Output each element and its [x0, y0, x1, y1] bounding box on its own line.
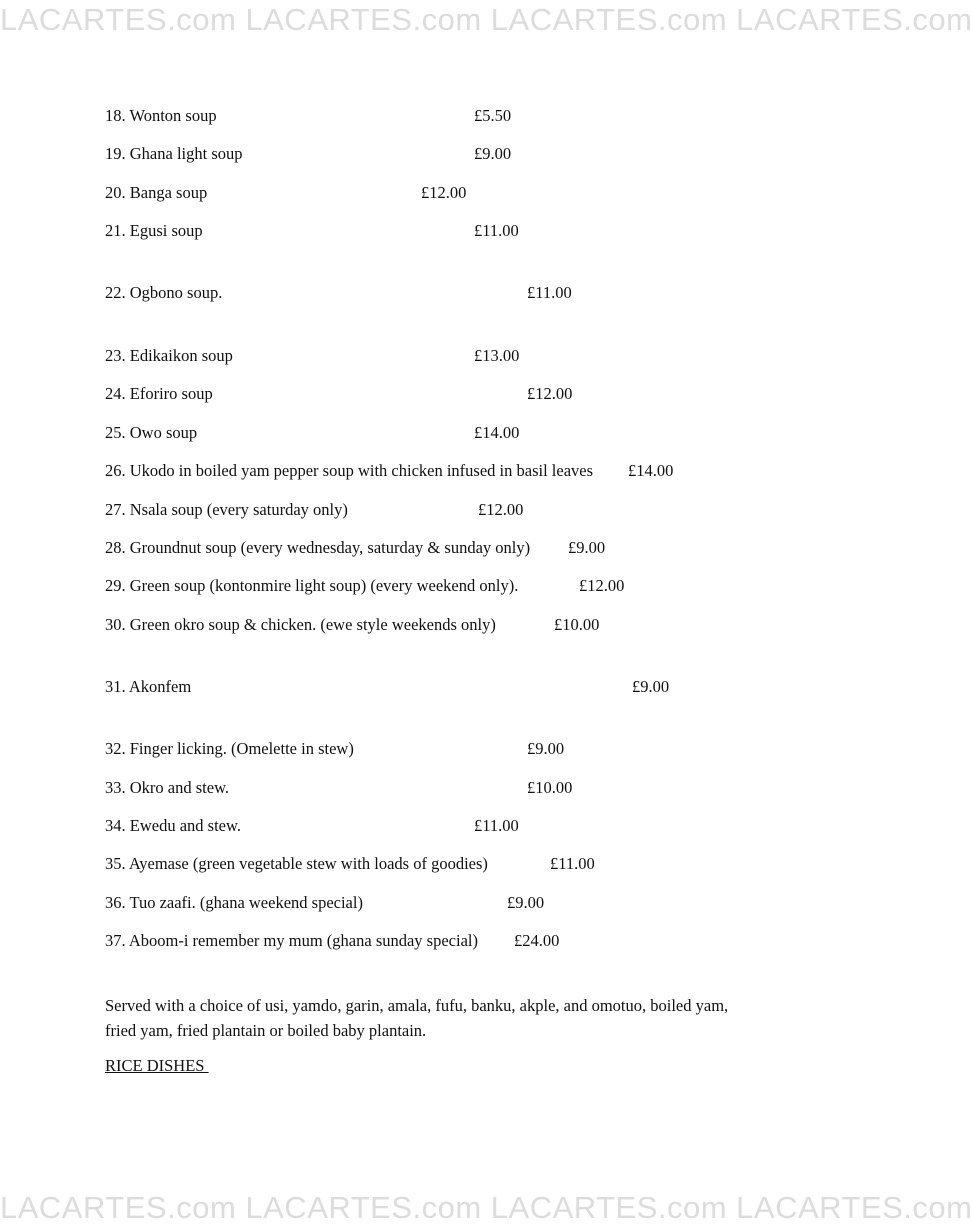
item-name: 22. Ogbono soup.	[105, 283, 223, 302]
item-name: 37. Aboom-i remember my mum (ghana sunday special)	[105, 931, 478, 950]
item-price: £5.50	[474, 106, 512, 125]
item-name: 33. Okro and stew.	[105, 778, 230, 797]
served-with-note: Served with a choice of usi, yamdo, garin, amala, fufu, banku, akple, and omotuo, boiled yam, fried yam, fried plantain or boiled baby plantain.	[105, 996, 729, 1040]
item-name: 20. Banga soup	[105, 183, 208, 202]
item-price: £9.00	[568, 538, 606, 557]
item-price: £12.00	[421, 183, 467, 202]
item-price: £10.00	[527, 778, 573, 797]
item-price: £10.00	[554, 615, 600, 634]
item-name: 18. Wonton soup	[105, 106, 217, 125]
item-name: 27. Nsala soup (every saturday only)	[105, 500, 348, 519]
item-name: 30. Green okro soup & chicken. (ewe style weekends only)	[105, 615, 496, 634]
item-price: £14.00	[474, 423, 520, 442]
item-price: £24.00	[514, 931, 560, 950]
item-price: £12.00	[478, 500, 524, 519]
item-name: 35. Ayemase (green vegetable stew with loads of goodies)	[105, 854, 488, 873]
item-price: £11.00	[474, 221, 519, 240]
item-price: £13.00	[474, 346, 520, 365]
item-price: £11.00	[527, 283, 572, 302]
item-name: 26. Ukodo in boiled yam pepper soup with chicken infused in basil leaves	[105, 461, 594, 480]
item-price: £14.00	[628, 461, 674, 480]
item-name: 29. Green soup (kontonmire light soup) (every weekend only).	[105, 576, 519, 595]
item-name: 32. Finger licking. (Omelette in stew)	[105, 739, 354, 758]
item-price: £9.00	[474, 144, 512, 163]
item-name: 19. Ghana light soup	[105, 144, 243, 163]
item-price: £9.00	[527, 739, 565, 758]
item-name: 34. Ewedu and stew.	[105, 816, 241, 835]
item-price: £9.00	[632, 677, 670, 696]
item-name: 24. Eforiro soup	[105, 384, 213, 403]
item-price: £9.00	[507, 893, 545, 912]
watermark-top: LACARTES.com LACARTES.com LACARTES.com LACARTES.com	[0, 2, 972, 37]
item-name: 31. Akonfem	[105, 677, 192, 696]
item-name: 23. Edikaikon soup	[105, 346, 233, 365]
item-price: £11.00	[550, 854, 595, 873]
item-price: £12.00	[527, 384, 573, 403]
item-name: 28. Groundnut soup (every wednesday, saturday & sunday only)	[105, 538, 531, 557]
item-name: 36. Tuo zaafi. (ghana weekend special)	[105, 893, 363, 912]
section-heading-rice-dishes: RICE DISHES	[105, 1056, 209, 1075]
item-price: £11.00	[474, 816, 519, 835]
watermark-bottom: LACARTES.com LACARTES.com LACARTES.com LACARTES.com	[0, 1190, 972, 1225]
item-name: 25. Owo soup	[105, 423, 198, 442]
item-name: 21. Egusi soup	[105, 221, 203, 240]
item-price: £12.00	[579, 576, 625, 595]
